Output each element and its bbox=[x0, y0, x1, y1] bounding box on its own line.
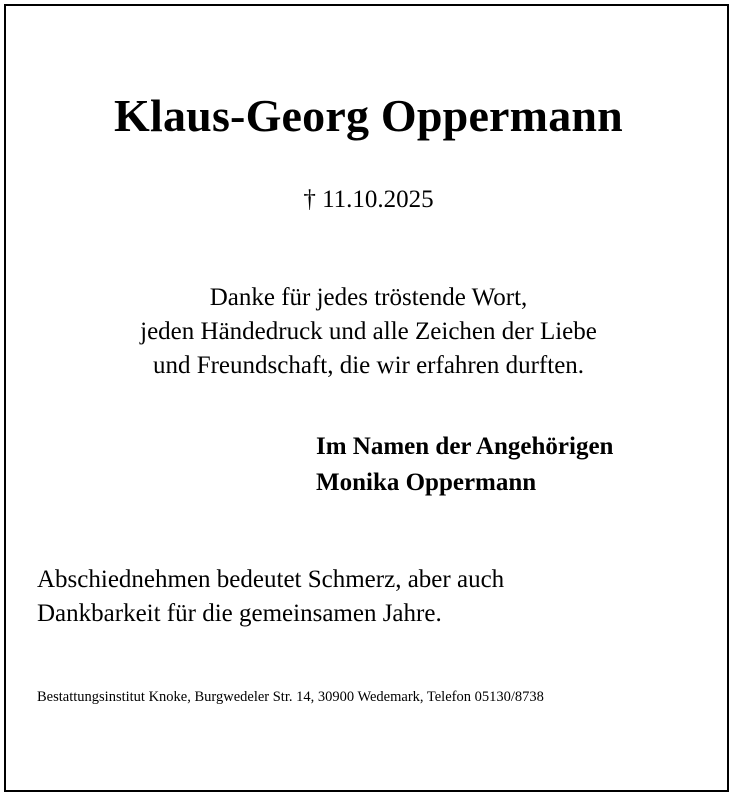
thanks-line: und Freundschaft, die wir erfahren durften. bbox=[152, 352, 585, 379]
signature-line: Im Namen der Angehörigen bbox=[316, 433, 614, 460]
thanks-line: jeden Händedruck und alle Zeichen der Liebe bbox=[140, 318, 597, 345]
thanks-text bbox=[0, 281, 737, 383]
deceased-name: Klaus-Georg Oppermann bbox=[114, 90, 623, 141]
signature-line: Monika Oppermann bbox=[316, 469, 537, 496]
thanks-line: Danke für jedes tröstende Wort, bbox=[209, 284, 528, 311]
quote-line: Dankbarkeit für die gemeinsamen Jahre. bbox=[37, 600, 442, 627]
quote-line: Abschiednehmen bedeutet Schmerz, aber auch bbox=[37, 566, 505, 593]
death-date: † 11.10.2025 bbox=[303, 186, 434, 213]
funeral-home-footer: Bestattungsinstitut Knoke, Burgwedeler Str. 14, 30900 Wedemark, Telefon 05130/8738 bbox=[37, 689, 544, 705]
signature-block bbox=[316, 429, 613, 501]
quote-text bbox=[37, 563, 504, 631]
